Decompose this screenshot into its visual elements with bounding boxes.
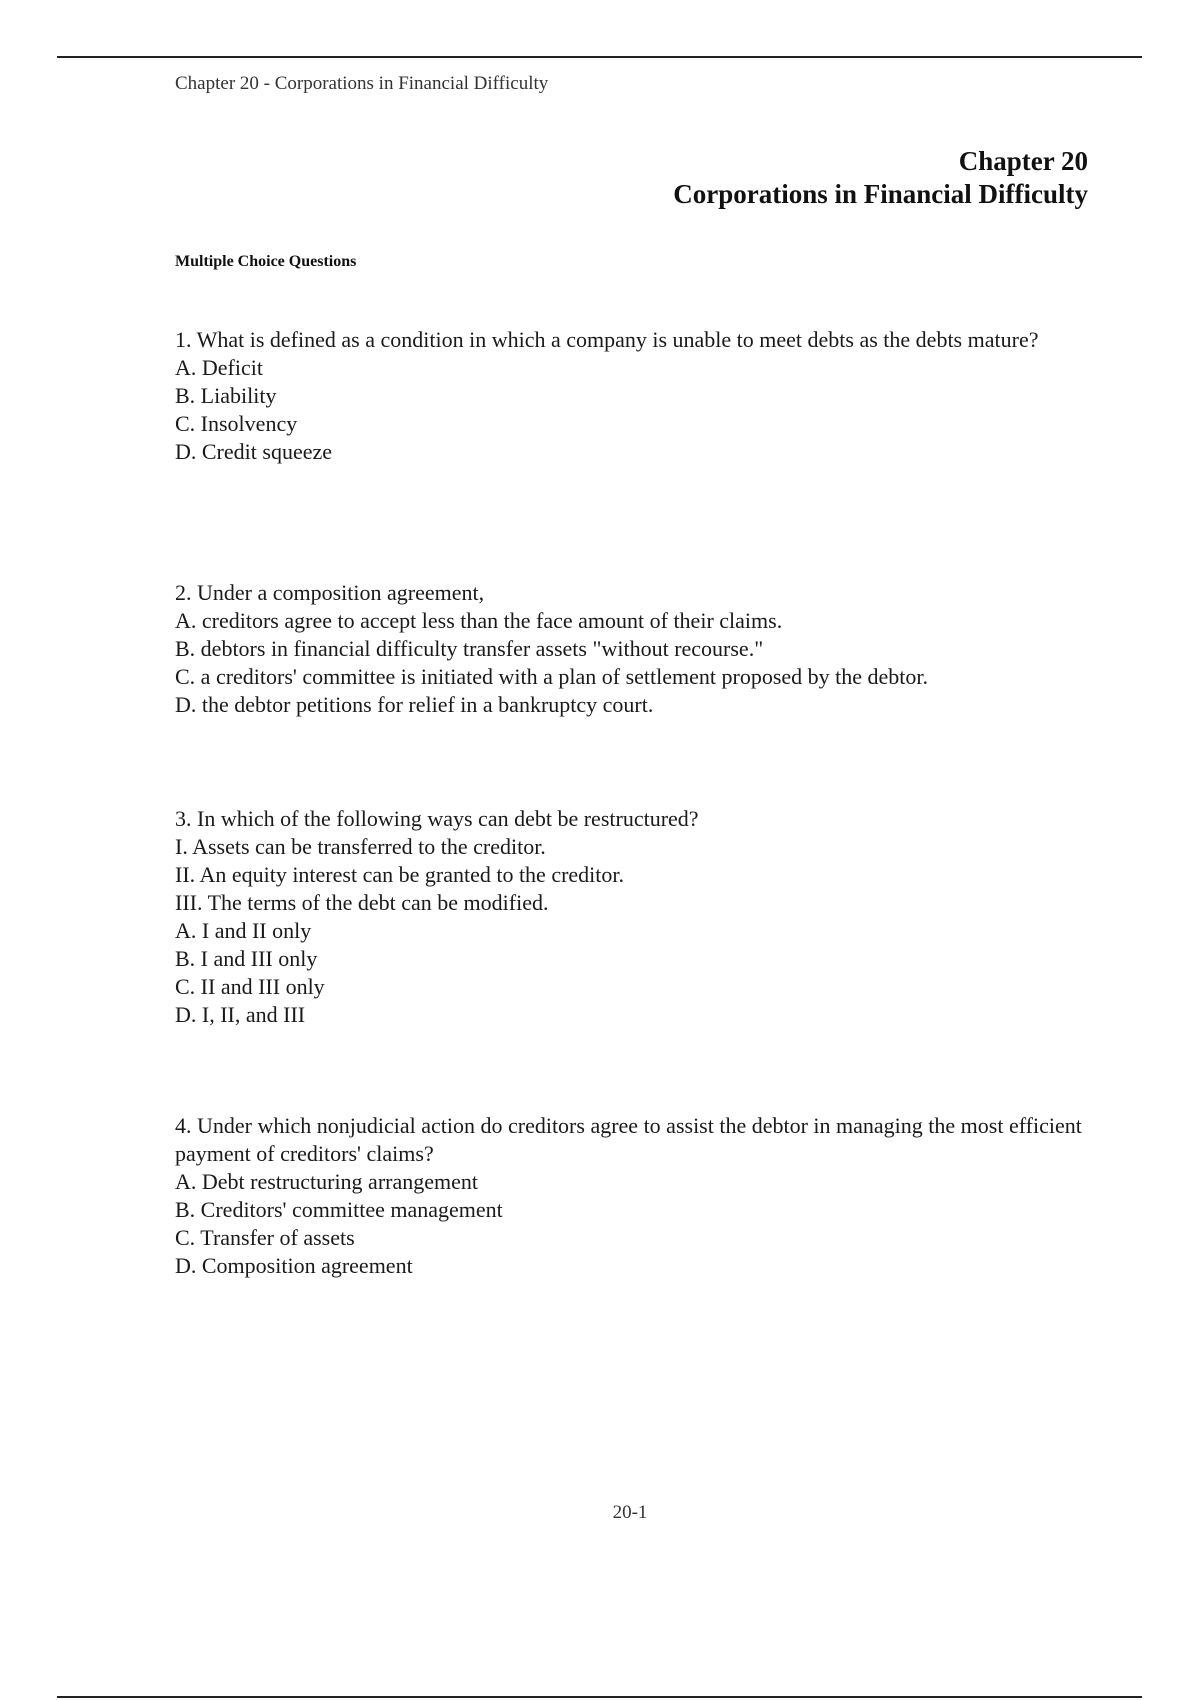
answer-option-a: A. Deficit: [175, 355, 263, 380]
chapter-number: Chapter 20: [958, 146, 1088, 176]
answer-option-b: B. Creditors' committee management: [175, 1197, 503, 1222]
page-number: 20-1: [612, 1502, 648, 1523]
answer-option-d: D. the debtor petitions for relief in a bankruptcy court.: [175, 692, 654, 717]
answer-option-d: D. I, II, and III: [175, 1002, 306, 1027]
question-text: 3. In which of the following ways can debt be restructured?: [175, 806, 699, 831]
question-text: 1. What is defined as a condition in which a company is unable to meet debts as the debts mature?: [175, 327, 1039, 352]
statement-iii: III. The terms of the debt can be modified.: [175, 890, 549, 915]
answer-option-b: B. I and III only: [175, 946, 318, 971]
top-rule: [57, 56, 1142, 58]
answer-option-c: C. II and III only: [175, 974, 325, 999]
answer-option-b: B. debtors in financial difficulty transfer assets "without recourse.": [175, 636, 764, 661]
question-text: 4. Under which nonjudicial action do creditors agree to assist the debtor in managing the most efficient payment of creditors' claims?: [175, 1113, 1082, 1166]
answer-option-b: B. Liability: [175, 383, 277, 408]
question-2: [175, 579, 1095, 719]
chapter-title: [673, 145, 1088, 211]
answer-option-a: A. Debt restructuring arrangement: [175, 1169, 478, 1194]
question-text: 2. Under a composition agreement,: [175, 580, 485, 605]
answer-option-a: A. I and II only: [175, 918, 312, 943]
section-heading: Multiple Choice Questions: [175, 253, 357, 270]
answer-option-d: D. Composition agreement: [175, 1253, 413, 1278]
bottom-rule: [57, 1696, 1142, 1698]
statement-ii: II. An equity interest can be granted to the creditor.: [175, 862, 625, 887]
answer-option-c: C. Insolvency: [175, 411, 298, 436]
running-header: Chapter 20 - Corporations in Financial Difficulty: [175, 73, 549, 94]
answer-option-a: A. creditors agree to accept less than the face amount of their claims.: [175, 608, 783, 633]
question-4: [175, 1112, 1095, 1280]
answer-option-d: D. Credit squeeze: [175, 439, 332, 464]
statement-i: I. Assets can be transferred to the creditor.: [175, 834, 546, 859]
question-3: [175, 805, 1095, 1029]
answer-option-c: C. Transfer of assets: [175, 1225, 355, 1250]
answer-option-c: C. a creditors' committee is initiated with a plan of settlement proposed by the debtor.: [175, 664, 929, 689]
question-1: [175, 326, 1095, 466]
chapter-name: Corporations in Financial Difficulty: [673, 179, 1088, 209]
